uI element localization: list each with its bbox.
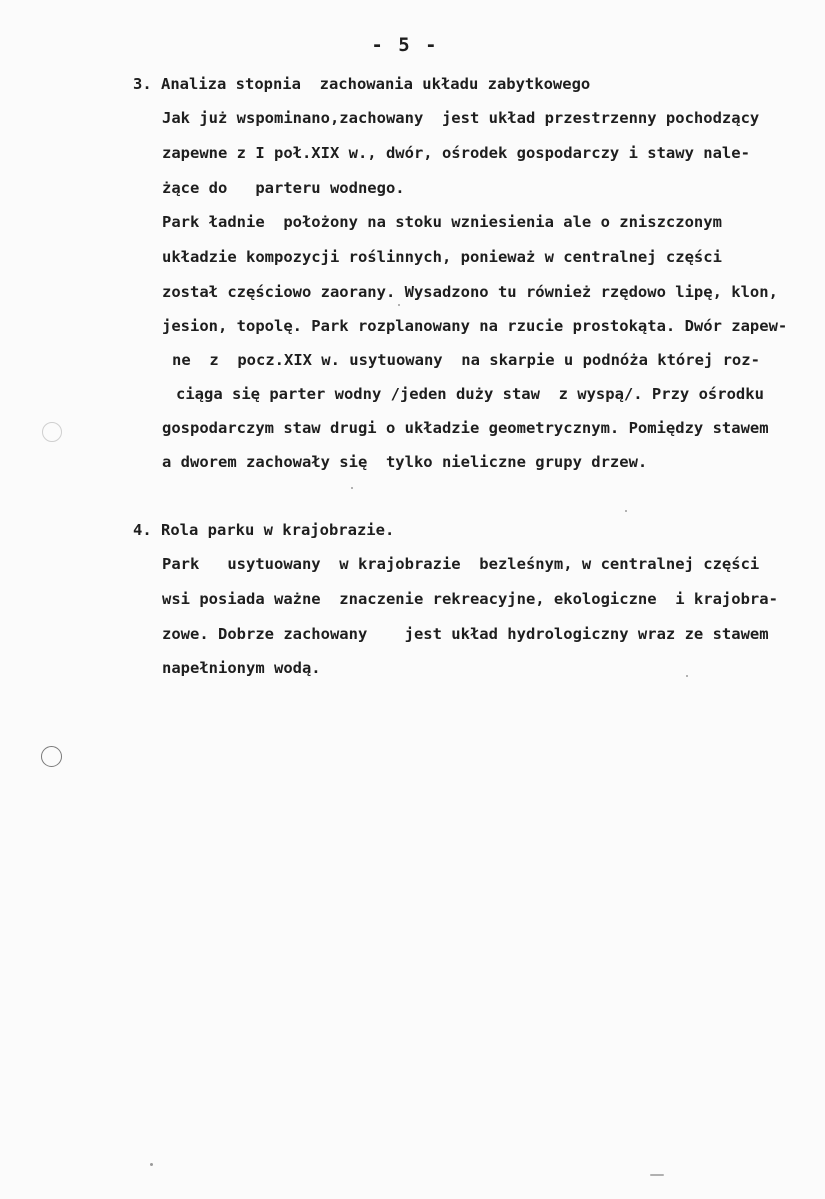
text-line: wsi posiada ważne znaczenie rekreacyjne, ekologiczne i krajobra- [162, 590, 778, 608]
section-4-heading: 4. Rola parku w krajobrazie. [133, 521, 395, 539]
scan-speck [398, 304, 400, 306]
punch-hole [41, 746, 62, 767]
scan-speck [625, 510, 627, 512]
text-line: napełnionym wodą. [162, 659, 321, 677]
page-number: - 5 - [371, 34, 439, 56]
text-line: został częściowo zaorany. Wysadzono tu również rzędowo lipę, klon, [162, 283, 778, 301]
scan-speck [351, 487, 353, 489]
text-line: a dworem zachowały się tylko nieliczne grupy drzew. [162, 453, 648, 471]
text-line: ne z pocz.XIX w. usytuowany na skarpie u podnóża której roz- [172, 351, 760, 369]
section-3-heading: 3. Analiza stopnia zachowania układu zabytkowego [133, 75, 591, 93]
text-line: Jak już wspominano,zachowany jest układ przestrzenny pochodzący [162, 109, 760, 127]
text-line: ciąga się parter wodny /jeden duży staw z wyspą/. Przy ośrodku [176, 385, 764, 403]
text-line: Park ładnie położony na stoku wzniesienia ale o zniszczonym [162, 213, 722, 231]
text-line: żące do parteru wodnego. [162, 179, 405, 197]
text-line: jesion, topolę. Park rozplanowany na rzucie prostokąta. Dwór zapew- [162, 317, 788, 335]
text-line: układzie kompozycji roślinnych, ponieważ w centralnej części [162, 248, 722, 266]
text-line: Park usytuowany w krajobrazie bezleśnym, w centralnej części [162, 555, 760, 573]
scan-speck [686, 675, 688, 677]
text-line: gospodarczym staw drugi o układzie geometrycznym. Pomiędzy stawem [162, 419, 769, 437]
text-line: zapewne z I poł.XIX w., dwór, ośrodek gospodarczy i stawy nale- [162, 144, 750, 162]
scan-speck [150, 1163, 153, 1166]
scan-speck [650, 1174, 664, 1176]
punch-hole [42, 422, 62, 442]
text-line: zowe. Dobrze zachowany jest układ hydrologiczny wraz ze stawem [162, 625, 769, 643]
